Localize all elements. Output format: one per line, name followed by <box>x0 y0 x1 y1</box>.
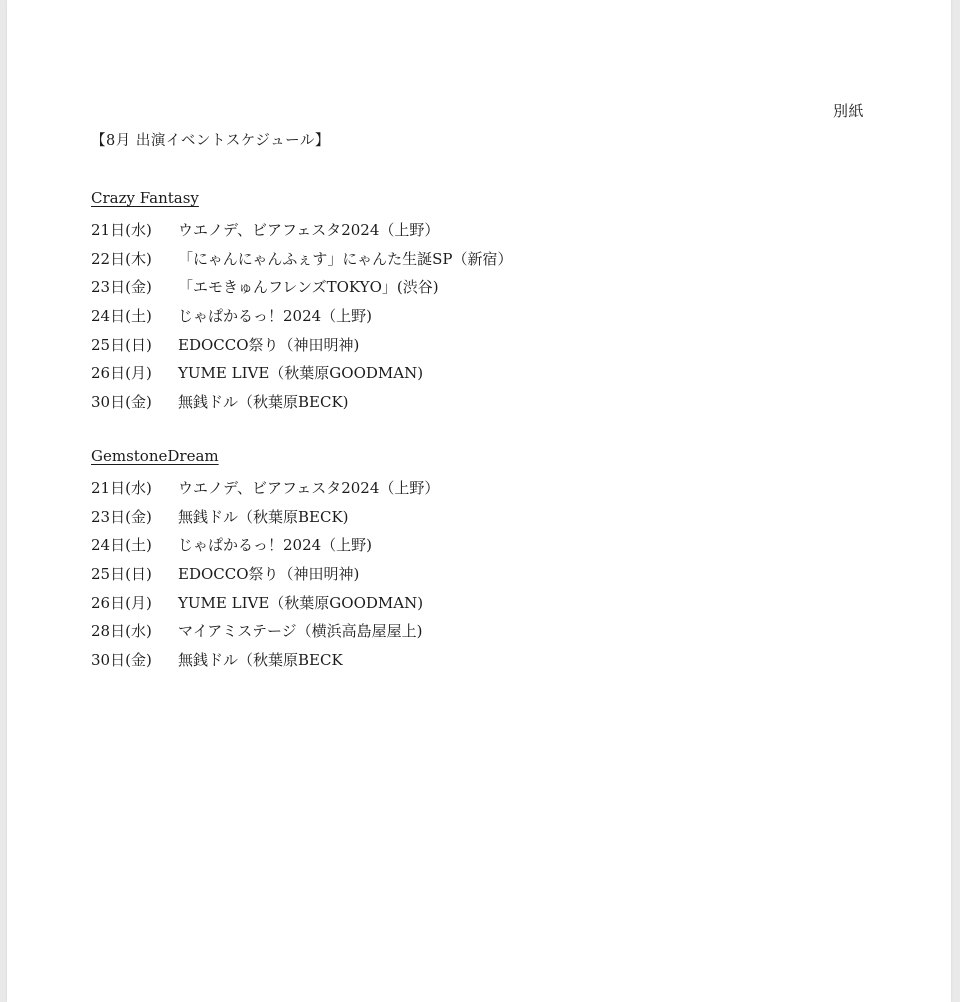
attachment-label: 別紙 <box>833 102 865 120</box>
event-name: じゃぱかるっ！2024（上野) <box>178 306 373 325</box>
document-title: 【8月 出演イベントスケジュール】 <box>91 133 330 149</box>
event-name: 「にゃんにゃんふぇす」にゃんた生誕SP（新宿） <box>178 249 513 268</box>
event-date: 25日(日) <box>91 564 152 583</box>
event-row <box>91 301 512 330</box>
event-name: EDOCCO祭り（神田明神) <box>178 335 360 354</box>
event-date: 24日(土) <box>91 306 152 325</box>
event-row <box>91 616 439 645</box>
event-name: YUME LIVE（秋葉原GOODMAN) <box>178 364 424 383</box>
event-row <box>91 473 439 502</box>
event-name: マイアミステージ（横浜高島屋屋上) <box>178 622 423 641</box>
event-list <box>91 473 439 674</box>
event-row <box>91 588 439 617</box>
event-row <box>91 244 512 273</box>
section-crazy-fantasy <box>91 188 512 416</box>
event-name: 無銭ドル（秋葉原BECK) <box>178 507 349 526</box>
event-row <box>91 645 439 674</box>
event-date: 26日(月) <box>91 364 152 383</box>
event-date: 25日(日) <box>91 335 152 354</box>
event-row <box>91 358 512 387</box>
event-date: 30日(金) <box>91 650 152 669</box>
document-page <box>7 0 951 1002</box>
section-gemstone-dream <box>91 446 439 674</box>
event-date: 24日(土) <box>91 536 152 555</box>
event-name: EDOCCO祭り（神田明神) <box>178 564 360 583</box>
event-name: ウエノデ、ビアフェスタ2024（上野） <box>178 220 440 239</box>
event-row <box>91 559 439 588</box>
event-row <box>91 215 512 244</box>
event-name: YUME LIVE（秋葉原GOODMAN) <box>178 593 424 612</box>
event-name: 無銭ドル（秋葉原BECK) <box>178 392 349 411</box>
event-list <box>91 215 512 416</box>
event-row <box>91 502 439 531</box>
event-row <box>91 330 512 359</box>
event-row <box>91 530 439 559</box>
section-heading: Crazy Fantasy <box>91 189 199 207</box>
event-date: 22日(木) <box>91 249 152 268</box>
section-heading: GemstoneDream <box>91 447 219 465</box>
event-name: 無銭ドル（秋葉原BECK <box>178 650 343 669</box>
event-row <box>91 272 512 301</box>
event-date: 28日(水) <box>91 622 152 641</box>
event-row <box>91 387 512 416</box>
event-date: 21日(水) <box>91 478 152 497</box>
event-date: 21日(水) <box>91 220 152 239</box>
event-date: 23日(金) <box>91 278 152 297</box>
event-name: 「エモきゅんフレンズTOKYO」(渋谷) <box>178 278 439 297</box>
event-name: ウエノデ、ビアフェスタ2024（上野） <box>178 478 440 497</box>
event-date: 30日(金) <box>91 392 152 411</box>
event-date: 23日(金) <box>91 507 152 526</box>
event-date: 26日(月) <box>91 593 152 612</box>
event-name: じゃぱかるっ！2024（上野) <box>178 536 373 555</box>
